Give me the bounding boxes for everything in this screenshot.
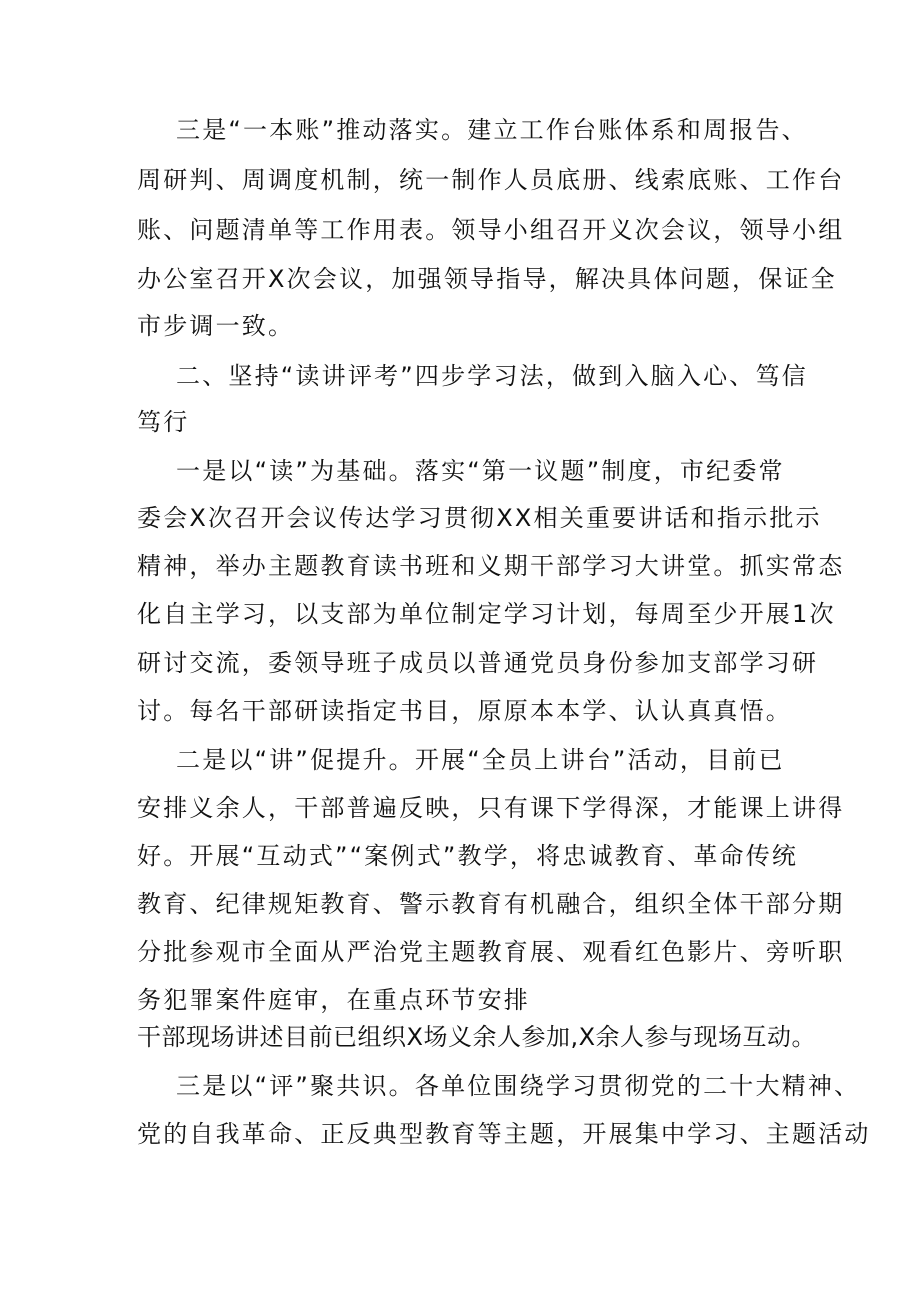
text-line: 二是以“讲”促提升。开展“全员上讲台”活动，目前已 (176, 746, 785, 774)
text-line: 讨。每名干部研读指定书目，原原本本学、认认真真悟。 (137, 697, 792, 725)
text-line: 一是以“读”为基础。落实“第一议题”制度，市纪委常 (176, 457, 785, 485)
section-heading: 二、坚持“读讲评考”四步学习法，做到入脑入心、笃信 (176, 362, 808, 390)
section-heading-continued: 笃行 (137, 408, 190, 436)
text-line: 账、问题清单等工作用表。领导小组召开义次会议，领导小组 (137, 216, 845, 244)
text-line: 教育、纪律规矩教育、警示教育有机融合，组织全体干部分期 (137, 890, 845, 918)
text-line: 党的自我革命、正反典型教育等主题，开展集中学习、主题活动 (137, 1120, 871, 1148)
text-line: 分批参观市全面从严治党主题教育展、观看红色影片、旁听职 (137, 938, 845, 966)
text-line: 精神，举办主题教育读书班和义期干部学习大讲堂。抓实常态 (137, 552, 845, 580)
text-line: 周研判、周调度机制，统一制作人员底册、线索底账、工作台 (137, 166, 845, 194)
text-line: 三是以“评”聚共识。各单位围绕学习贯彻党的二十大精神、 (176, 1072, 861, 1100)
text-line: 务犯罪案件庭审，在重点环节安排 (137, 986, 530, 1014)
text-line: 好。开展“互动式”“案例式”教学，将忠诚教育、革命传统 (137, 842, 799, 870)
text-line: 委会X次召开会议传达学习贯彻XX相关重要讲话和指示批示 (137, 504, 822, 532)
text-line: 研讨交流，委领导班子成员以普通党员身份参加支部学习研 (137, 649, 819, 677)
text-line: 化自主学习，以支部为单位制定学习计划，每周至少开展1次 (137, 600, 836, 628)
text-line: 市步调一致。 (137, 312, 295, 340)
text-line: 干部现场讲述目前已组织X场义余人参加,X余人参与现场互动。 (137, 1023, 817, 1051)
text-line: 安排义余人，干部普遍反映，只有课下学得深，才能课上讲得 (137, 794, 845, 822)
text-line: 办公室召开X次会议，加强领导指导，解决具体问题，保证全 (137, 265, 837, 293)
text-line: 三是“一本账”推动落实。建立工作台账体系和周报告、 (176, 116, 808, 144)
